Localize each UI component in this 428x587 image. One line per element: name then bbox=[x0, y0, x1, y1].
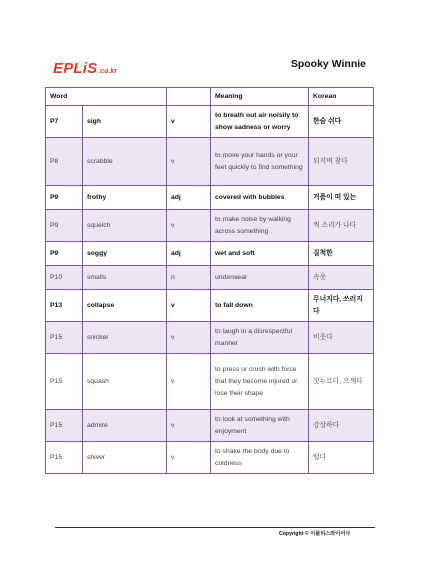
table-row bbox=[46, 410, 374, 442]
korean-cell: 질척한 bbox=[309, 242, 374, 266]
meaning-cell: to fall down bbox=[211, 290, 309, 322]
meaning-cell: wet and soft bbox=[211, 242, 309, 266]
word-cell: snicker bbox=[83, 322, 167, 354]
table-body bbox=[46, 106, 374, 474]
page-cell: P7 bbox=[46, 106, 83, 138]
page-cell: P15 bbox=[46, 354, 83, 410]
table-row bbox=[46, 106, 374, 138]
korean-cell: 한숨 쉬다 bbox=[309, 106, 374, 138]
word-cell: sigh bbox=[83, 106, 167, 138]
table-row bbox=[46, 290, 374, 322]
meaning-cell: to move your hands or your feet quickly to find something bbox=[211, 138, 309, 186]
table-row bbox=[46, 210, 374, 242]
table-row bbox=[46, 138, 374, 186]
pos-cell: v bbox=[167, 290, 211, 322]
header-word: Word bbox=[46, 88, 167, 106]
pos-cell: adj bbox=[167, 186, 211, 210]
header-pos bbox=[167, 88, 211, 106]
korean-cell: 비웃다 bbox=[309, 322, 374, 354]
page-cell: P15 bbox=[46, 322, 83, 354]
page-cell: P13 bbox=[46, 290, 83, 322]
word-cell: squash bbox=[83, 354, 167, 410]
page-cell: P10 bbox=[46, 266, 83, 290]
table-row bbox=[46, 442, 374, 474]
meaning-cell: covered with bubbles bbox=[211, 186, 309, 210]
korean-cell: 속옷 bbox=[309, 266, 374, 290]
pos-cell: v bbox=[167, 138, 211, 186]
meaning-cell: to make noise by walking across something bbox=[211, 210, 309, 242]
word-cell: smalls bbox=[83, 266, 167, 290]
logo-main-text: EPLiS bbox=[53, 60, 98, 77]
pos-cell: adj bbox=[167, 242, 211, 266]
document-title: Spooky Winnie bbox=[290, 58, 366, 70]
pos-cell: v bbox=[167, 442, 211, 474]
page-cell: P15 bbox=[46, 410, 83, 442]
table-header-row bbox=[46, 88, 374, 106]
word-cell: scrabble bbox=[83, 138, 167, 186]
table-row bbox=[46, 354, 374, 410]
pos-cell: v bbox=[167, 322, 211, 354]
copyright-text: Copyright © 이플리스와이어사 bbox=[279, 531, 351, 537]
korean-cell: 짓누르다, 으깨다 bbox=[309, 354, 374, 410]
header-korean: Korean bbox=[309, 88, 374, 106]
footer-divider bbox=[55, 527, 375, 528]
pos-cell: v bbox=[167, 410, 211, 442]
word-cell: collapse bbox=[83, 290, 167, 322]
korean-cell: 떨다 bbox=[309, 442, 374, 474]
meaning-cell: to shake the body due to coldness bbox=[211, 442, 309, 474]
page-cell: P8 bbox=[46, 138, 83, 186]
page-cell: P15 bbox=[46, 442, 83, 474]
meaning-cell: underwear bbox=[211, 266, 309, 290]
logo-domain-text: .co.kr bbox=[98, 68, 118, 75]
word-cell: admire bbox=[83, 410, 167, 442]
word-cell: shiver bbox=[83, 442, 167, 474]
word-cell: frothy bbox=[83, 186, 167, 210]
pos-cell: v bbox=[167, 106, 211, 138]
vocabulary-table bbox=[45, 87, 374, 474]
pos-cell: v bbox=[167, 354, 211, 410]
korean-cell: 거품이 떠 있는 bbox=[309, 186, 374, 210]
korean-cell: 찍 소리가 나다 bbox=[309, 210, 374, 242]
page-cell: P9 bbox=[46, 210, 83, 242]
table-row bbox=[46, 242, 374, 266]
korean-cell: 감상하다 bbox=[309, 410, 374, 442]
korean-cell: 무너지다, 쓰러지다 bbox=[309, 290, 374, 322]
pos-cell: v bbox=[167, 210, 211, 242]
word-cell: soggy bbox=[83, 242, 167, 266]
page-cell: P9 bbox=[46, 186, 83, 210]
table-row bbox=[46, 266, 374, 290]
meaning-cell: to breath out air noisily to show sadness or worry bbox=[211, 106, 309, 138]
page-cell: P9 bbox=[46, 242, 83, 266]
meaning-cell: to laugh in a disrespectful manner bbox=[211, 322, 309, 354]
korean-cell: 뒤지며 찾다 bbox=[309, 138, 374, 186]
table-row bbox=[46, 322, 374, 354]
meaning-cell: to look at something with enjoyment bbox=[211, 410, 309, 442]
pos-cell: n bbox=[167, 266, 211, 290]
table-row bbox=[46, 186, 374, 210]
word-cell: squelch bbox=[83, 210, 167, 242]
header-meaning: Meaning bbox=[211, 88, 309, 106]
eplis-logo bbox=[53, 60, 117, 76]
meaning-cell: to press or crush with force that they become injured or lose their shape bbox=[211, 354, 309, 410]
